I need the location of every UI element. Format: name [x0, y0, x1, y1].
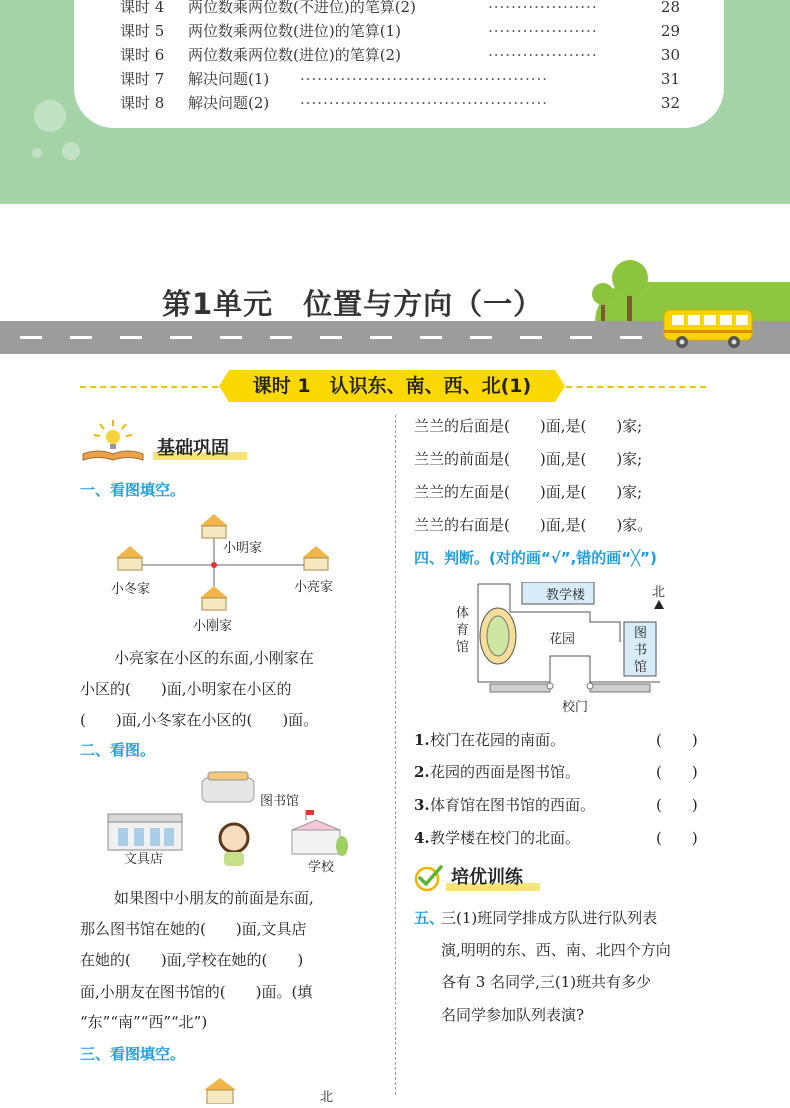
- judge-item-number: 4.: [414, 829, 430, 847]
- column-divider: [395, 415, 396, 1095]
- map-label-gym: 体育馆: [456, 606, 470, 655]
- toc-leader: ···················: [488, 46, 598, 64]
- judge-item-text: 教学楼在校门的北面。: [430, 829, 581, 847]
- label-xiaoliang-home: 小亮家: [294, 580, 334, 595]
- girl-icon: [220, 824, 248, 866]
- q5-number: 五、: [414, 909, 445, 927]
- map-label-north: 北: [652, 585, 666, 600]
- school-bus-icon: [662, 306, 756, 350]
- bubble-decoration: [62, 142, 80, 160]
- q5-text-line: 三(1)班同学排成方队进行队列表: [441, 909, 658, 927]
- q5-text-line: 各有 3 名同学,三(1)班共有多少: [441, 973, 652, 991]
- house-icon: [200, 1076, 240, 1104]
- q2-text-line: 如果图中小朋友的前面是东面,: [114, 889, 314, 907]
- fill-line: 兰兰的前面是( )面,是( )家;: [414, 450, 643, 468]
- toc-leader: ···················: [488, 22, 598, 40]
- map-label-garden: 花园: [549, 632, 576, 647]
- stationery-shop-icon: [108, 814, 182, 850]
- q2-text-line: 面,小朋友在图书馆的( )面。(填: [80, 983, 313, 1001]
- toc-band: [0, 0, 790, 204]
- toc-row[interactable]: [120, 20, 680, 42]
- toc-leader: ···················: [488, 0, 598, 16]
- toc-card: [74, 0, 724, 128]
- judge-answer-blank[interactable]: ( ): [656, 731, 698, 749]
- toc-row[interactable]: [120, 44, 680, 66]
- north-arrow-icon: [654, 600, 664, 609]
- q2-text-line: “东”“南”“西”“北”): [80, 1013, 208, 1031]
- q1-text-line: 小亮家在小区的东面,小刚家在: [114, 649, 314, 667]
- bubble-decoration: [32, 148, 42, 158]
- toc-lesson: 课时 5: [120, 22, 165, 40]
- toc-title: 两位数乘两位数(进位)的笔算(2): [188, 46, 401, 64]
- q5-text-line: 名同学参加队列表演?: [441, 1006, 585, 1024]
- library-building-icon: [202, 772, 254, 802]
- toc-title: 两位数乘两位数(不进位)的笔算(2): [188, 0, 416, 16]
- judge-answer-blank[interactable]: ( ): [656, 763, 698, 781]
- judge-item-text: 花园的西面是图书馆。: [430, 763, 581, 781]
- judge-item-number: 2.: [414, 763, 430, 781]
- judge-item-number: 1.: [414, 731, 430, 749]
- map-label-library: 图书馆: [634, 626, 648, 675]
- toc-title: 解决问题(2): [188, 94, 270, 112]
- q1-text-line: 小区的( )面,小明家在小区的: [80, 680, 292, 698]
- map-label-teaching-building: 教学楼: [546, 588, 586, 603]
- q3-north-label: 北: [320, 1090, 334, 1105]
- unit-title: 第1单元 位置与方向（一）: [162, 287, 544, 321]
- q2-heading: 二、看图。: [80, 741, 156, 759]
- toc-row[interactable]: [120, 68, 680, 90]
- label-stationery: 文具店: [124, 852, 164, 867]
- lesson-divider-left: [80, 386, 228, 388]
- lesson-title: 课时 1 认识东、南、西、北(1): [229, 370, 555, 402]
- toc-lesson: 课时 6: [120, 46, 165, 64]
- judge-answer-blank[interactable]: ( ): [656, 829, 698, 847]
- toc-title: 两位数乘两位数(进位)的笔算(1): [188, 22, 401, 40]
- q4-heading: 四、判断。(对的画“√”,错的画“╳”): [414, 549, 657, 567]
- section-advanced-title: 培优训练: [451, 867, 523, 888]
- map-label-gate: 校门: [562, 700, 589, 715]
- toc-page: 31: [660, 70, 680, 88]
- q1-text-line: ( )面,小冬家在小区的( )面。: [80, 711, 319, 729]
- toc-lesson: 课时 4: [120, 0, 165, 16]
- toc-lesson: 课时 8: [120, 94, 165, 112]
- section-basic-title: 基础巩固: [157, 438, 229, 459]
- toc-row[interactable]: [120, 0, 680, 18]
- judge-item-number: 3.: [414, 796, 430, 814]
- book-lightbulb-icon: [80, 418, 146, 464]
- label-school: 学校: [308, 860, 335, 875]
- fill-line: 兰兰的后面是( )面,是( )家;: [414, 417, 643, 435]
- fill-line: 兰兰的右面是( )面,是( )家。: [414, 516, 653, 534]
- label-xiaodong-home: 小冬家: [111, 582, 151, 597]
- judge-item-text: 校门在花园的南面。: [430, 731, 566, 749]
- toc-page: 29: [660, 22, 680, 40]
- toc-leader: ···········································: [300, 70, 549, 88]
- checkmark-badge-icon: [414, 864, 444, 892]
- label-library: 图书馆: [260, 794, 300, 809]
- school-building-icon: [292, 810, 348, 856]
- toc-page: 32: [660, 94, 680, 112]
- toc-leader: ···········································: [300, 94, 549, 112]
- tree-icon: [588, 258, 658, 324]
- q2-text-line: 那么图书馆在她的( )面,文具店: [80, 920, 307, 938]
- lesson-divider-right: [556, 386, 706, 388]
- label-xiaoming-home: 小明家: [223, 541, 263, 556]
- judge-item-text: 体育馆在图书馆的西面。: [430, 796, 596, 814]
- fill-line: 兰兰的左面是( )面,是( )家;: [414, 483, 643, 501]
- bubble-decoration: [34, 100, 66, 132]
- toc-lesson: 课时 7: [120, 70, 165, 88]
- toc-row[interactable]: [120, 92, 680, 114]
- label-xiaogang-home: 小刚家: [193, 619, 233, 634]
- judge-answer-blank[interactable]: ( ): [656, 796, 698, 814]
- q5-text-line: 演,明明的东、西、南、北四个方向: [441, 941, 671, 959]
- q2-text-line: 在她的( )面,学校在她的( ): [80, 951, 304, 969]
- toc-title: 解决问题(1): [188, 70, 270, 88]
- q1-heading: 一、看图填空。: [80, 481, 186, 499]
- q3-heading: 三、看图填空。: [80, 1045, 186, 1063]
- toc-page: 28: [660, 0, 680, 16]
- toc-page: 30: [660, 46, 680, 64]
